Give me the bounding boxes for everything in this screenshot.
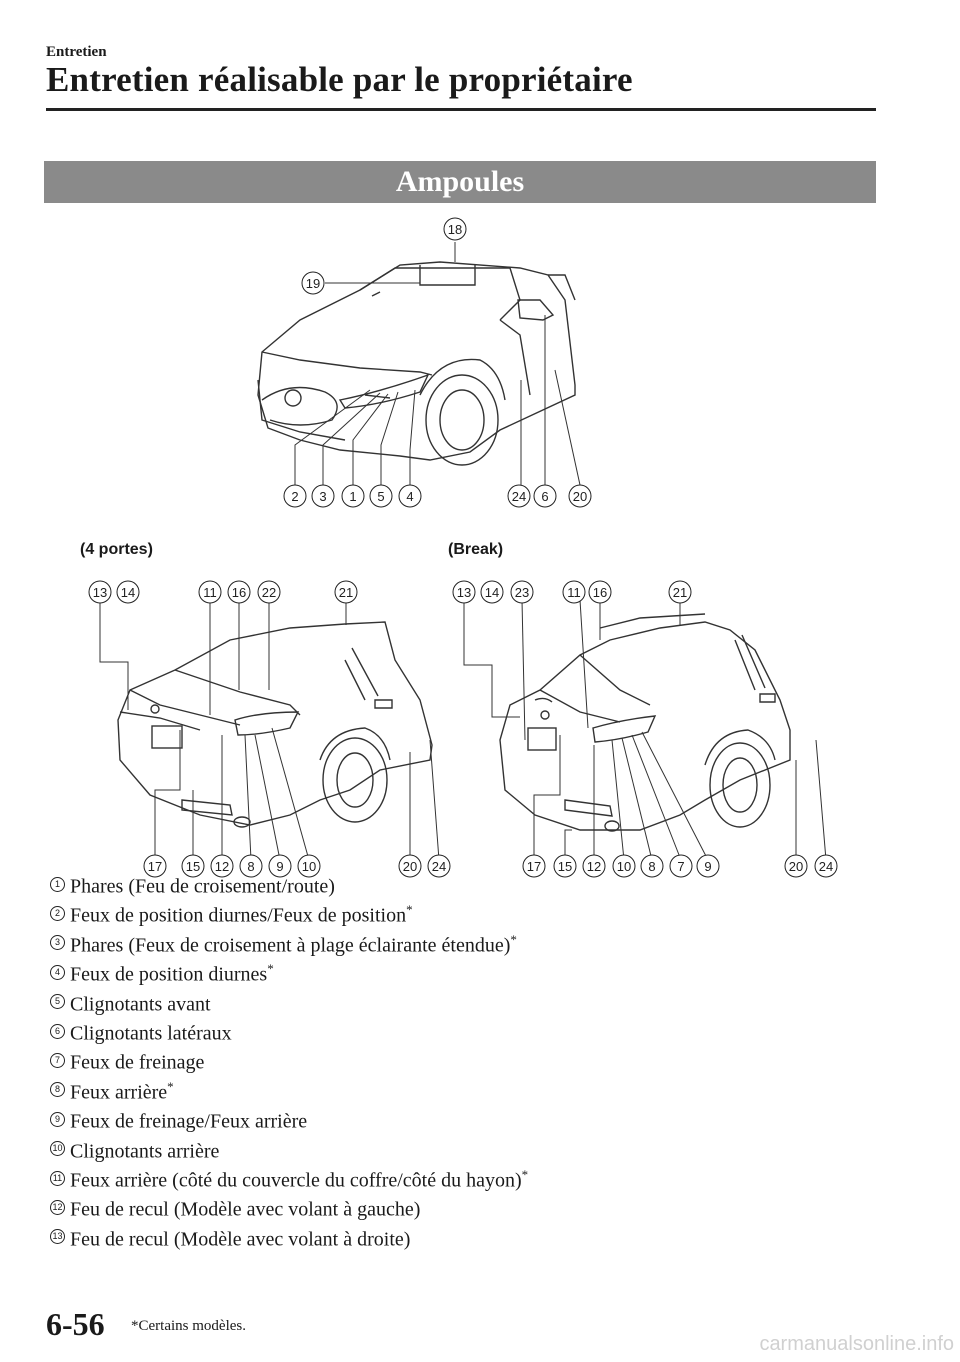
callout-11: 11 [203, 585, 217, 600]
footnote-star: * [267, 961, 274, 977]
callout-2: 2 [291, 489, 299, 504]
legend-item [50, 1219, 528, 1251]
callout-12: 12 [214, 859, 230, 874]
legend-item [50, 954, 528, 986]
callout-16: 16 [592, 585, 608, 600]
legend-text: Feux de position diurnes [70, 963, 268, 986]
legend-item [50, 895, 528, 928]
legend-number: 6 [50, 1024, 65, 1039]
callout-14: 14 [484, 585, 500, 600]
legend-item [50, 1072, 528, 1104]
legend-item [50, 1042, 528, 1074]
callout-7: 7 [677, 859, 685, 874]
callout-23: 23 [514, 585, 530, 600]
sedan-label: (4 portes) [80, 541, 153, 558]
callout-14: 14 [120, 585, 136, 600]
footnote-star: * [510, 931, 517, 947]
callout-21: 21 [338, 585, 354, 600]
legend-number: 2 [50, 906, 65, 921]
footnote: *Certains modèles. [131, 1318, 246, 1334]
legend-number: 13 [50, 1229, 65, 1244]
front-car-drawing [258, 262, 575, 465]
legend-item [50, 1131, 528, 1163]
callout-24: 24 [431, 859, 447, 874]
legend-number: 8 [50, 1082, 65, 1097]
section-banner: Ampoules [44, 161, 876, 203]
callout-17: 17 [147, 859, 163, 874]
legend-item [50, 925, 528, 957]
callout-3: 3 [319, 489, 327, 504]
legend-number: 9 [50, 1112, 65, 1127]
legend-number: 7 [50, 1053, 65, 1068]
legend-item [50, 1189, 528, 1221]
callout-24: 24 [511, 489, 527, 504]
callout-10: 10 [616, 859, 632, 874]
chapter-label: Entretien [46, 44, 107, 60]
legend-number: 5 [50, 994, 65, 1009]
legend-text: Phares (Feu de croisement/route) [70, 875, 335, 898]
callout-1: 1 [349, 489, 357, 504]
footnote-star: * [406, 902, 413, 918]
legend-item [50, 1013, 528, 1045]
legend-number: 12 [50, 1200, 65, 1215]
legend-item [50, 1160, 529, 1192]
legend-item [50, 984, 528, 1016]
legend-number: 4 [50, 965, 65, 980]
legend-text: Feux arrière [70, 1081, 168, 1104]
legend-text: Clignotants latéraux [70, 1022, 232, 1045]
callout-15: 15 [557, 859, 573, 874]
legend-number: 1 [50, 877, 65, 892]
callout-9: 9 [276, 859, 284, 874]
callout-4: 4 [406, 489, 414, 504]
footnote-star: * [521, 1166, 529, 1182]
callout-21: 21 [672, 585, 688, 600]
legend-item [50, 866, 528, 898]
callout-8: 8 [247, 859, 255, 874]
callout-13: 13 [92, 585, 108, 600]
callout-19: 19 [305, 276, 321, 291]
legend-number: 10 [50, 1141, 65, 1156]
legend-text: Clignotants arrière [70, 1140, 220, 1163]
callout-10: 10 [301, 859, 317, 874]
callout-13: 13 [456, 585, 472, 600]
legend-text: Feux de freinage [70, 1052, 205, 1074]
legend-number: 3 [50, 935, 65, 950]
callout-20: 20 [402, 859, 418, 874]
page-title: Entretien réalisable par le propriétaire [46, 60, 633, 99]
legend-text: Phares (Feux de croisement à plage éclairante étendue) [70, 934, 511, 957]
legend-text: Clignotants avant [70, 993, 211, 1016]
legend-item [50, 1101, 528, 1133]
rear-sedan-drawing [118, 622, 432, 827]
callout-15: 15 [185, 859, 201, 874]
page-number: 6-56 [46, 1306, 105, 1342]
legend-text: Feu de recul (Modèle avec volant à droite) [70, 1228, 411, 1251]
bulb-legend-list [50, 866, 529, 1251]
callout-9: 9 [704, 859, 712, 874]
callout-6: 6 [541, 489, 549, 504]
callout-8: 8 [648, 859, 656, 874]
callout-17: 17 [526, 859, 542, 874]
watermark: carmanualsonline.info [759, 1333, 954, 1355]
callout-20: 20 [788, 859, 804, 874]
legend-text: Feu de recul (Modèle avec volant à gauche) [70, 1198, 421, 1221]
legend-text: Feux de position diurnes/Feux de position [70, 905, 407, 928]
callout-12: 12 [586, 859, 602, 874]
rear-wagon-drawing [500, 614, 790, 831]
callout-20: 20 [572, 489, 588, 504]
legend-number: 11 [50, 1171, 65, 1186]
callout-24: 24 [818, 859, 834, 874]
footnote-star: * [167, 1078, 174, 1094]
wagon-label: (Break) [448, 541, 504, 558]
callout-16: 16 [231, 585, 247, 600]
callout-18: 18 [447, 222, 463, 237]
callout-22: 22 [261, 585, 277, 600]
legend-text: Feux arrière (côté du couvercle du coffre/côté du hayon) [70, 1169, 522, 1192]
callout-11: 11 [567, 585, 581, 600]
callout-5: 5 [377, 489, 385, 504]
legend-text: Feux de freinage/Feux arrière [70, 1110, 308, 1133]
